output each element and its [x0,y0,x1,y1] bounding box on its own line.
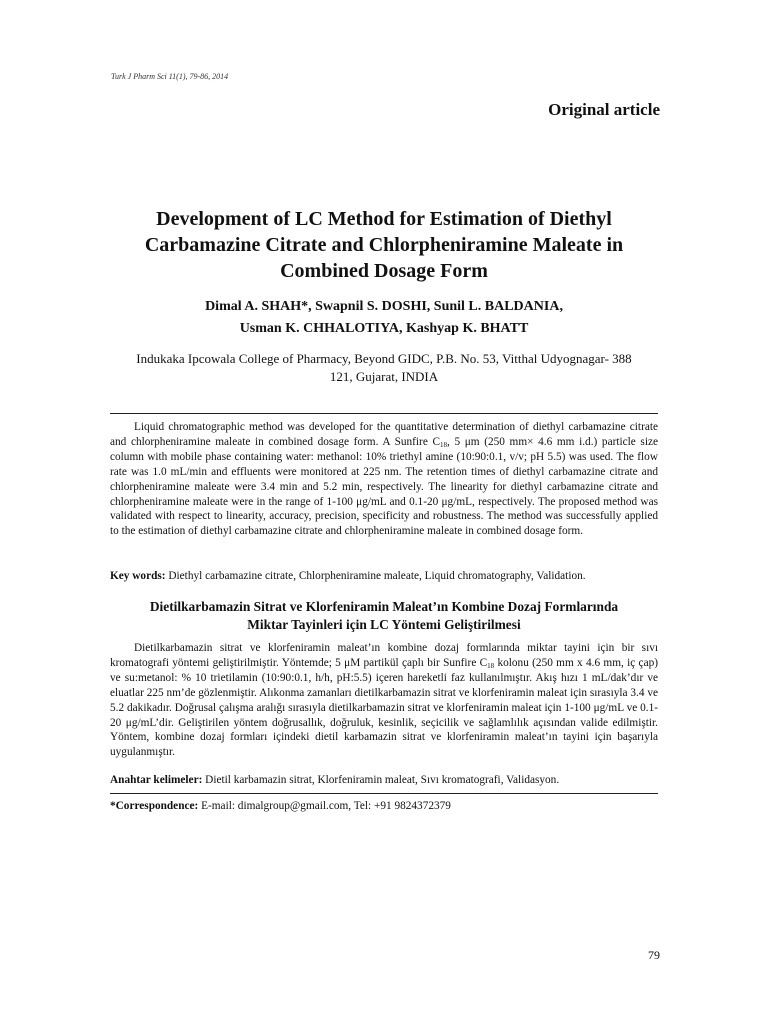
title-line: Development of LC Method for Estimation of Diethyl [156,208,612,230]
authors-line: Dimal A. SHAH*, Swapnil S. DOSHI, Sunil L. BALDANIA, [205,299,563,314]
correspondence-text: E-mail: dimalgroup@gmail.com, Tel: +91 9824372379 [198,800,451,812]
turkish-abstract-paragraph [110,641,658,760]
correspondence-line [110,799,658,814]
correspondence-divider [110,793,658,794]
article-type-label: Original article [548,100,660,119]
affiliation-line: Indukaka Ipcowala College of Pharmacy, Beyond GIDC, P.B. No. 53, Vitthal Udyognagar- 388 [136,351,632,366]
page-number: 79 [648,948,660,962]
turkish-keywords-line [110,773,658,788]
article-title [110,206,658,284]
keywords-line [110,569,658,584]
title-line: Combined Dosage Form [280,260,488,282]
journal-reference: Turk J Pharm Sci 11(1), 79-86, 2014 [111,72,229,81]
affiliation-line: 121, Gujarat, INDIA [329,369,439,384]
turkish-title [110,598,658,634]
authors-line: Usman K. CHHALOTIYA, Kashyap K. BHATT [239,321,529,336]
correspondence-label: *Correspondence: [110,800,199,812]
title-line: Carbamazine Citrate and Chlorpheniramine Maleate in [144,234,624,256]
abstract-text: Liquid chromatographic method was developed for the quantitative determination of diethyl carbamazine citrate and chlorpheniramine maleate in combined dosage form. A Sunfire C [110,421,658,448]
turkish-title-line: Miktar Tayinleri için LC Yöntemi Geliştirilmesi [247,617,521,632]
subscript: 18 [440,440,447,449]
affiliation [110,350,658,386]
turkish-keywords-label: Anahtar kelimeler: [110,774,203,786]
turkish-abstract-text: Dietilkarbamazin sitrat ve klorfeniramin maleat’ın kombine dozaj formlarında miktar tayini için bir sıvı kromatografi yöntemi geliştirilmiştir. Yöntemde; 5 μM partikül çaplı bir Sunfire C [110,642,658,669]
abstract-top-divider [110,413,658,414]
keywords-text: Diethyl carbamazine citrate, Chlorpheniramine maleate, Liquid chromatography, Validation. [165,570,586,582]
subscript: 18 [487,661,495,670]
author-list [110,296,658,340]
keywords-label: Key words: [110,570,166,582]
abstract-paragraph [110,420,658,539]
turkish-abstract-text: kolonu (250 mm x 4.6 mm, iç çap) ve su:metanol: % 10 trietilamin (10:90:0.1, h/h, pH:5.5) içeren hareketli faz kullanılmıştır. Akış hızı 1 mL/dak’dır ve eluatlar 225 nm’de gözlenmiştir. Alıkonma zamanları dietilkarbamazin sitrat ve klorfeniramin maleat için sırasıyla 3.4 ve 5.2 dakikadır. Doğrusal çalışma aralığı sırasıyla dietilkarbamazin sitrat ve klorfeniramin maleat için 1-100 μg/mL ve 0.1-20 μg/mL’dir. Geliştirilen yöntem doğrusallık, doğruluk, kesinlik, seçicilik ve sağlamlılık açısından valide edilmiştir. Yöntem, kombine dozaj formları içindeki dietil karbamazin sitrat ve klorfeniramin maleat’ın tayini için başarıyla uygulanmıştır. [110,656,658,759]
turkish-title-line: Dietilkarbamazin Sitrat ve Klorfeniramin Maleat’ın Kombine Dozaj Formlarında [149,599,619,614]
abstract-text: , 5 μm (250 mm× 4.6 mm i.d.) particle size column with mobile phase containing water: methanol: 10% triethyl amine (10:90:0.1, v/v; pH 5.5) was used. The flow rate was 1.0 mL/min and effluents were monitored at 225 nm. The retention times of diethyl carbamazine citrate and chlorpheniramine maleate were 3.4 min and 5.2 min, respectively. The linearity for diethyl carbamazine citrate and chlorpheniramine maleate were in the range of 1-100 μg/mL and 0.1-20 μg/mL, respectively. The proposed method was validated with respect to linearity, accuracy, precision, specificity and robustness. The method was successfully applied to the estimation of diethyl carbamazine citrate and chlorpheniramine maleate in combined dosage form. [110,435,658,538]
turkish-keywords-text: Dietil karbamazin sitrat, Klorfeniramin maleat, Sıvı kromatografi, Validasyon. [202,774,560,786]
